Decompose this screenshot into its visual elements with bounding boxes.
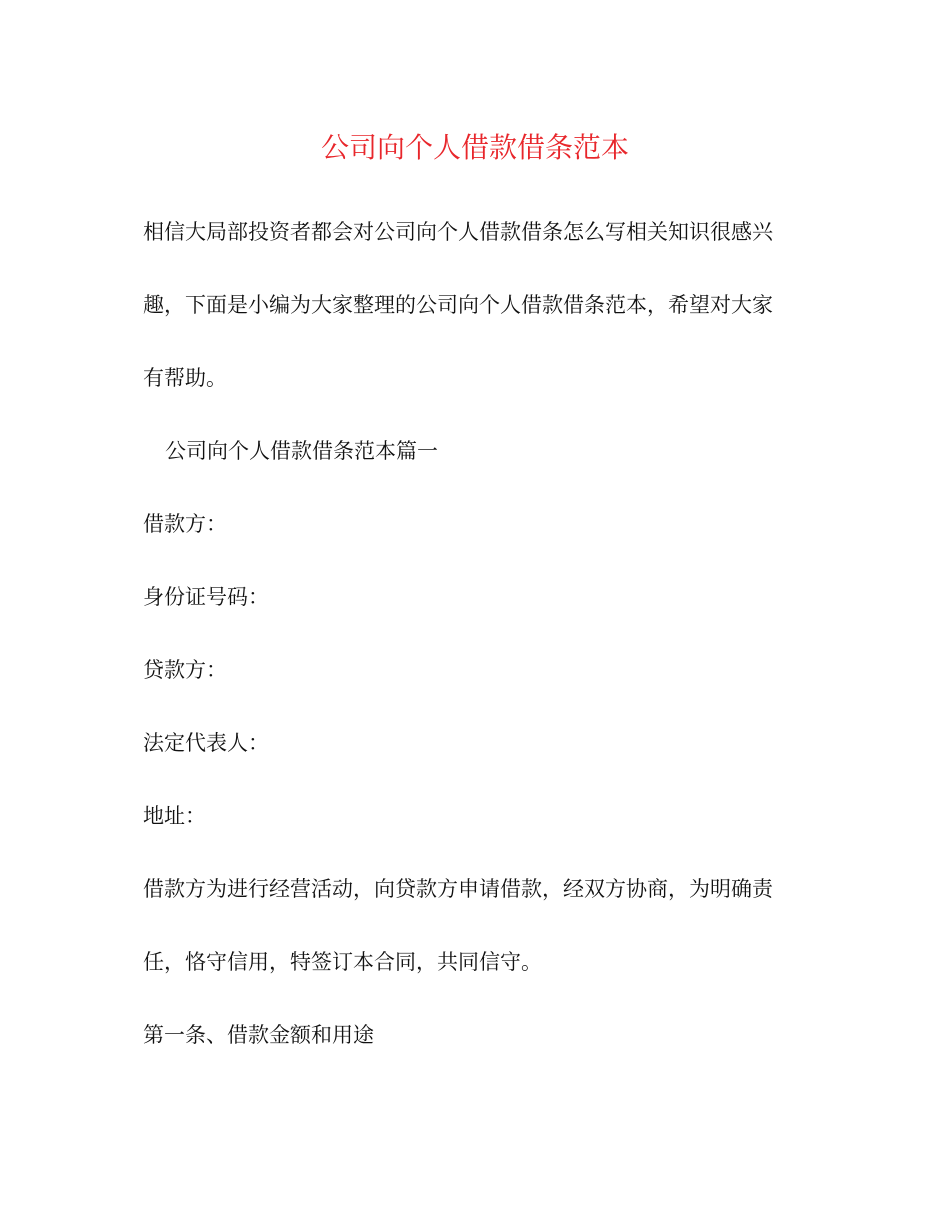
field-address: 地址： — [143, 804, 206, 828]
field-id-number: 身份证号码： — [143, 585, 269, 609]
field-legal-representative: 法定代表人： — [143, 731, 269, 755]
field-borrower: 借款方： — [143, 512, 227, 536]
document-title: 公司向个人借款借条范本 — [320, 131, 629, 164]
field-lender: 贷款方： — [143, 658, 227, 682]
body-line-2: 任，恪守信用，特签订本合同，共同信守。 — [143, 950, 542, 974]
intro-line-1: 相信大局部投资者都会对公司向个人借款借条怎么写相关知识很感兴 — [143, 220, 773, 244]
intro-line-2: 趣，下面是小编为大家整理的公司向个人借款借条范本，希望对大家 — [143, 293, 773, 317]
intro-line-3: 有帮助。 — [143, 366, 227, 390]
article-heading: 第一条、借款金额和用途 — [143, 1023, 374, 1047]
section-heading: 公司向个人借款借条范本篇一 — [165, 439, 438, 463]
body-line-1: 借款方为进行经营活动，向贷款方申请借款，经双方协商，为明确责 — [143, 877, 773, 901]
